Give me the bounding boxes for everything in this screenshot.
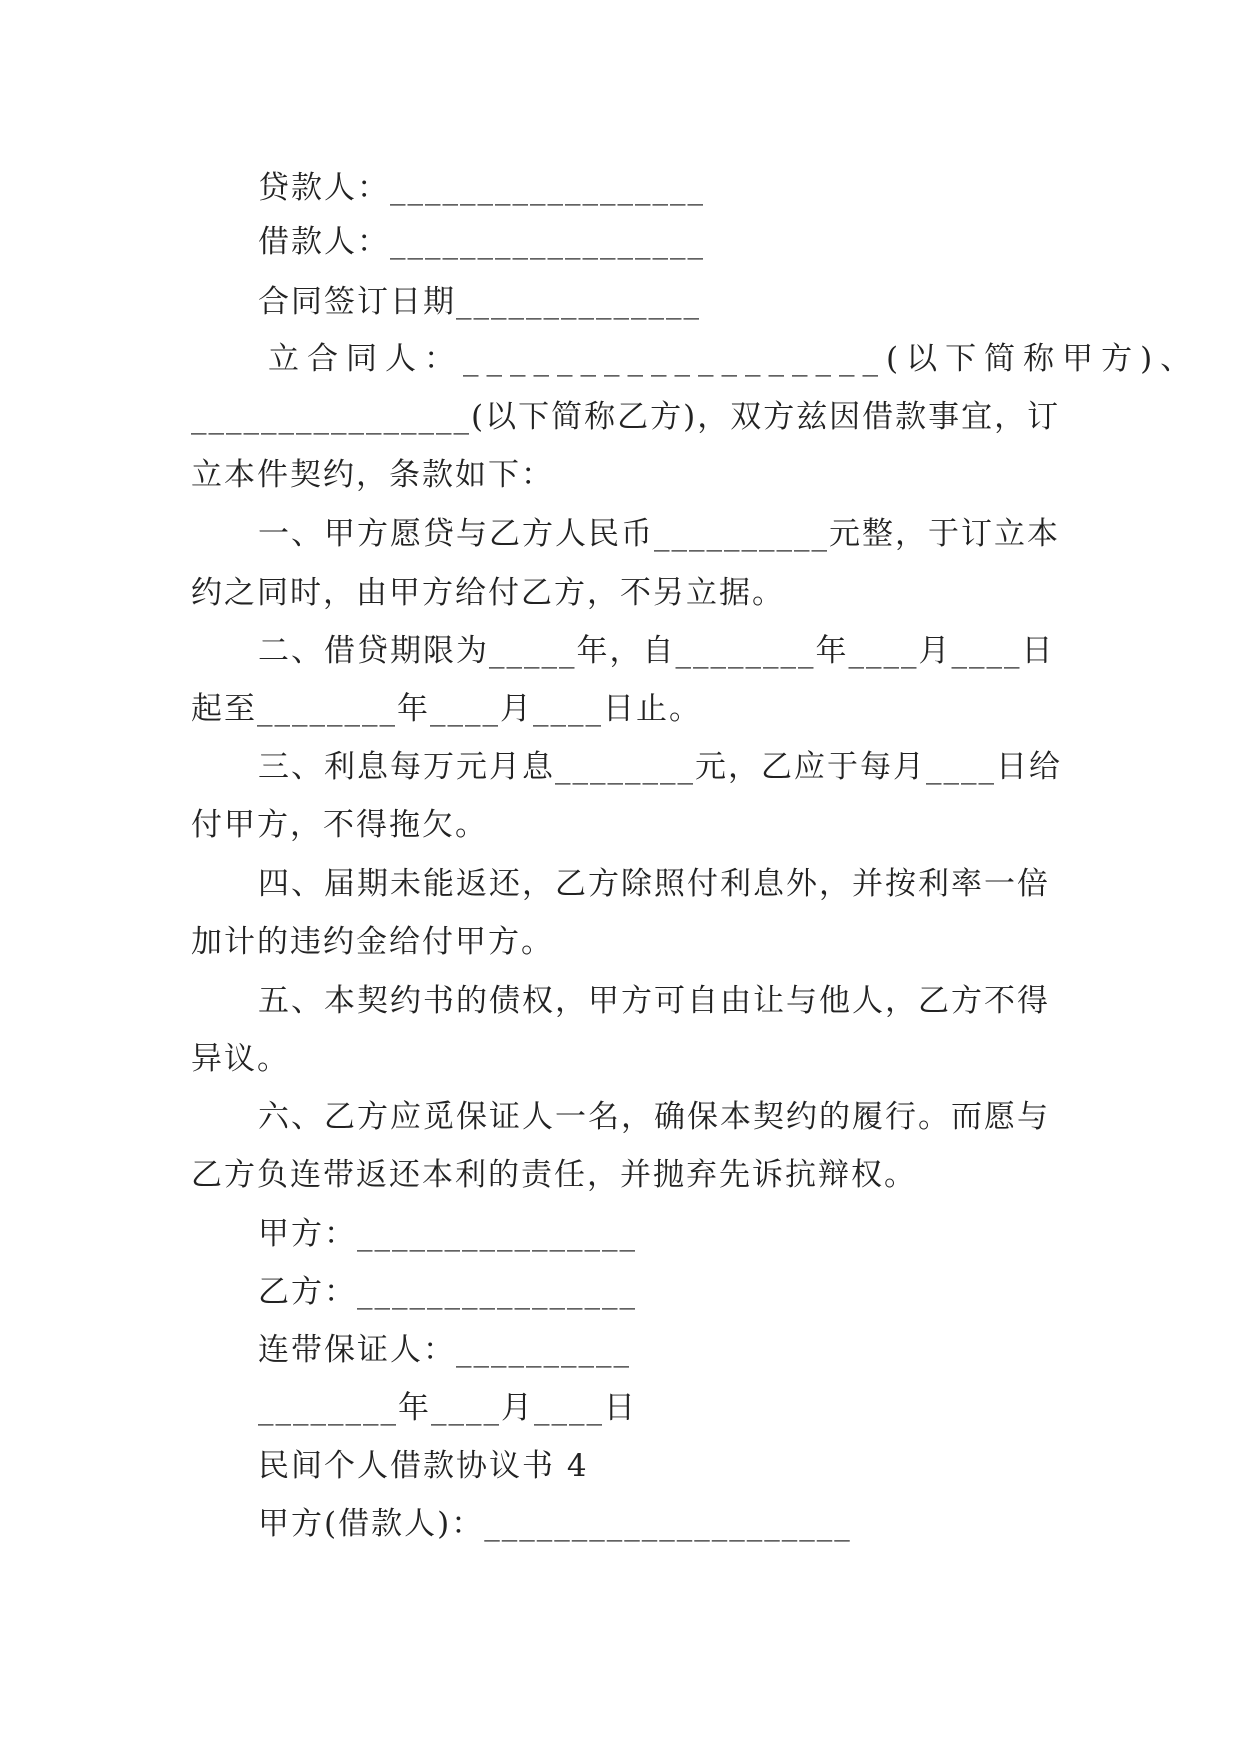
parties-line-2: ________________(以下简称乙方)，双方兹因借款事宜，订 [191, 399, 1061, 435]
signing-date-line: ________年____月____日 [258, 1390, 637, 1426]
borrower-line: 借款人：__________________ [258, 224, 705, 260]
parties-line-3: 立本件契约，条款如下： [191, 457, 554, 493]
contract-date-line: 合同签订日期______________ [258, 284, 701, 320]
clause-4-line-2: 加计的违约金给付甲方。 [191, 924, 554, 960]
next-agreement-party-a-line: 甲方(借款人)：_____________________ [258, 1506, 852, 1542]
clause-6-line-1: 六、乙方应觅保证人一名，确保本契约的履行。而愿与 [258, 1099, 1050, 1135]
parties-line-1: 立合同人：__________________(以下简称甲方)、 [268, 341, 1200, 377]
clause-2-line-2: 起至________年____月____日止。 [191, 691, 702, 727]
guarantor-signature-line: 连带保证人：__________ [258, 1332, 631, 1368]
clause-2-line-1: 二、借贷期限为_____年，自________年____月____日 [258, 633, 1055, 669]
clause-1-line-2: 约之同时，由甲方给付乙方，不另立据。 [191, 575, 785, 611]
party-a-signature-line: 甲方：________________ [258, 1216, 637, 1252]
next-agreement-title: 民间个人借款协议书 4 [258, 1448, 589, 1484]
clause-6-line-2: 乙方负连带返还本利的责任，并抛弃先诉抗辩权。 [191, 1157, 917, 1193]
clause-5-line-1: 五、本契约书的债权，甲方可自由让与他人，乙方不得 [258, 983, 1050, 1019]
clause-3-line-2: 付甲方，不得拖欠。 [191, 807, 488, 843]
clause-5-line-2: 异议。 [191, 1041, 290, 1077]
party-b-signature-line: 乙方：________________ [258, 1274, 637, 1310]
clause-4-line-1: 四、届期未能返还，乙方除照付利息外，并按利率一倍 [258, 866, 1050, 902]
clause-3-line-1: 三、利息每万元月息________元，乙应于每月____日给 [258, 749, 1062, 785]
clause-1-line-1: 一、甲方愿贷与乙方人民币__________元整，于订立本 [258, 516, 1060, 552]
lender-line: 贷款人：__________________ [258, 170, 705, 206]
